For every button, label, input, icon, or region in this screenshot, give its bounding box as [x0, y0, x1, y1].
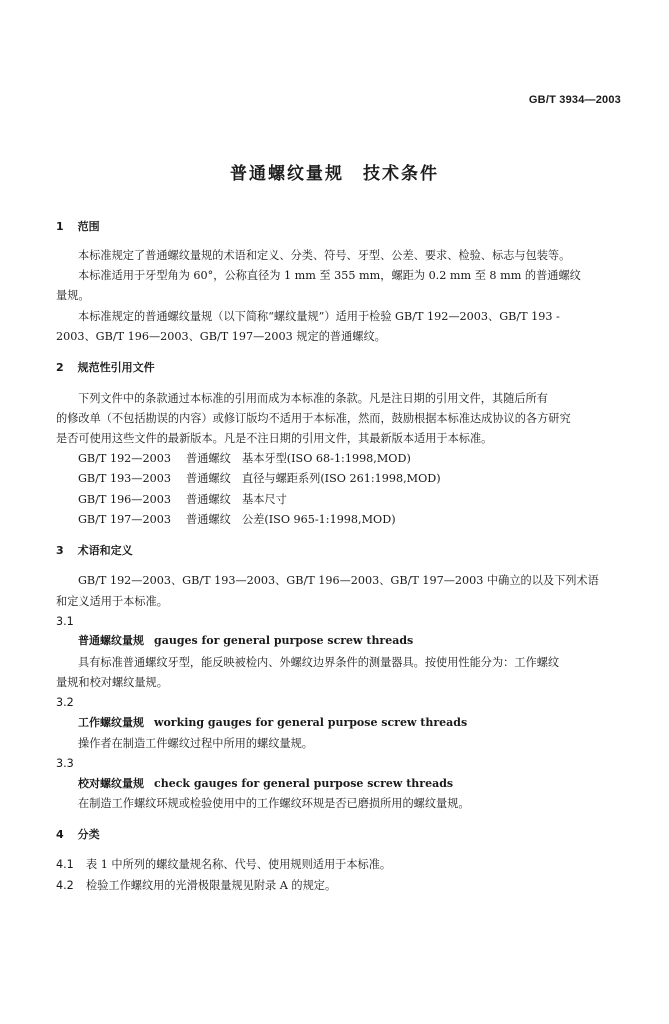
reference-desc: 公差(ISO 965-1:1998,MOD): [242, 513, 396, 526]
term-cn: 校对螺纹量规: [78, 777, 144, 790]
reference-item: [78, 472, 441, 486]
section-number: 3: [56, 544, 64, 557]
section-number: 4: [56, 828, 64, 841]
reference-code: GB/T 192—2003: [78, 452, 171, 465]
clause-text: 检验工作螺纹用的光滑极限量规见附录 A 的规定。: [86, 879, 337, 892]
page-title: 普通螺纹量规 技术条件: [230, 164, 439, 184]
clause-text: 表 1 中所列的螺纹量规名称、代号、使用规则适用于本标准。: [86, 858, 392, 871]
paragraph-line: 是否可使用这些文件的最新版本。凡是不注日期的引用文件，其最新版本适用于本标准。: [56, 432, 493, 445]
definition-line: 在制造工作螺纹环规或检验使用中的工作螺纹环规是否已磨损所用的螺纹量规。: [78, 797, 470, 810]
paragraph-line: 量规。: [56, 289, 90, 302]
section-title: 规范性引用文件: [77, 361, 155, 374]
paragraph-line: 本标准规定了普通螺纹量规的术语和定义、分类、符号、牙型、公差、要求、检验、标志与包装等。: [78, 249, 571, 262]
term-en: gauges for general purpose screw threads: [154, 634, 414, 647]
section-4-heading: [56, 828, 100, 842]
section-2-heading: [56, 361, 155, 375]
term-heading: [78, 777, 453, 791]
reference-code: GB/T 197—2003: [78, 513, 171, 526]
definition-line: 操作者在制造工件螺纹过程中所用的螺纹量规。: [78, 737, 313, 750]
clause-number: 4.1: [56, 858, 74, 871]
paragraph-line: 和定义适用于本标准。: [56, 595, 168, 608]
definition-line: 量规和校对螺纹量规。: [56, 676, 168, 689]
section-number: 2: [56, 361, 64, 374]
term-heading: [78, 716, 467, 730]
term-en: check gauges for general purpose screw threads: [154, 777, 454, 790]
reference-item: [78, 493, 287, 507]
paragraph-line: 2003、GB/T 196—2003、GB/T 197—2003 规定的普通螺纹。: [56, 330, 386, 343]
definition-line: 具有标准普通螺纹牙型，能反映被检内、外螺纹边界条件的测量器具。按使用性能分为：工作螺纹: [78, 656, 560, 669]
reference-desc: 直径与螺距系列(ISO 261:1998,MOD): [242, 472, 441, 485]
reference-name: 普通螺纹: [186, 513, 231, 526]
paragraph-line: 下列文件中的条款通过本标准的引用而成为本标准的条款。凡是注日期的引用文件，其随后所有: [78, 392, 548, 405]
reference-item: [78, 452, 411, 466]
reference-desc: 基本牙型(ISO 68-1:1998,MOD): [242, 452, 411, 465]
section-title: 范围: [77, 220, 100, 233]
paragraph-line: GB/T 192—2003、GB/T 193—2003、GB/T 196—2003、GB/T 197—2003 中确立的以及下列术语: [78, 574, 599, 587]
reference-code: GB/T 193—2003: [78, 472, 171, 485]
term-number: 3.1: [56, 615, 74, 628]
paragraph-line: 本标准适用于牙型角为 60°，公称直径为 1 mm 至 355 mm，螺距为 0.2 mm 至 8 mm 的普通螺纹: [78, 269, 581, 282]
standard-code: GB/T 3934—2003: [528, 94, 621, 106]
section-title: 分类: [77, 828, 100, 841]
section-number: 1: [56, 220, 64, 233]
section-3-heading: [56, 544, 133, 558]
reference-name: 普通螺纹: [186, 493, 231, 506]
term-cn: 普通螺纹量规: [78, 634, 144, 647]
section-title: 术语和定义: [77, 544, 133, 557]
reference-name: 普通螺纹: [186, 452, 231, 465]
reference-code: GB/T 196—2003: [78, 493, 171, 506]
reference-desc: 基本尺寸: [242, 493, 287, 506]
reference-name: 普通螺纹: [186, 472, 231, 485]
clause-number: 4.2: [56, 879, 74, 892]
term-number: 3.2: [56, 696, 74, 709]
term-heading: [78, 634, 413, 648]
term-en: working gauges for general purpose screw threads: [154, 716, 468, 729]
reference-item: [78, 513, 396, 527]
term-cn: 工作螺纹量规: [78, 716, 144, 729]
paragraph-line: 的修改单（不包括勘误的内容）或修订版均不适用于本标准，然而，鼓励根据本标准达成协议的各方研究: [56, 412, 571, 425]
clause-item: [56, 879, 336, 893]
clause-item: [56, 858, 391, 872]
term-number: 3.3: [56, 757, 74, 770]
section-1-heading: [56, 220, 100, 234]
paragraph-line: 本标准规定的普通螺纹量规（以下简称“螺纹量规”）适用于检验 GB/T 192—2003、GB/T 193 -: [78, 310, 560, 323]
